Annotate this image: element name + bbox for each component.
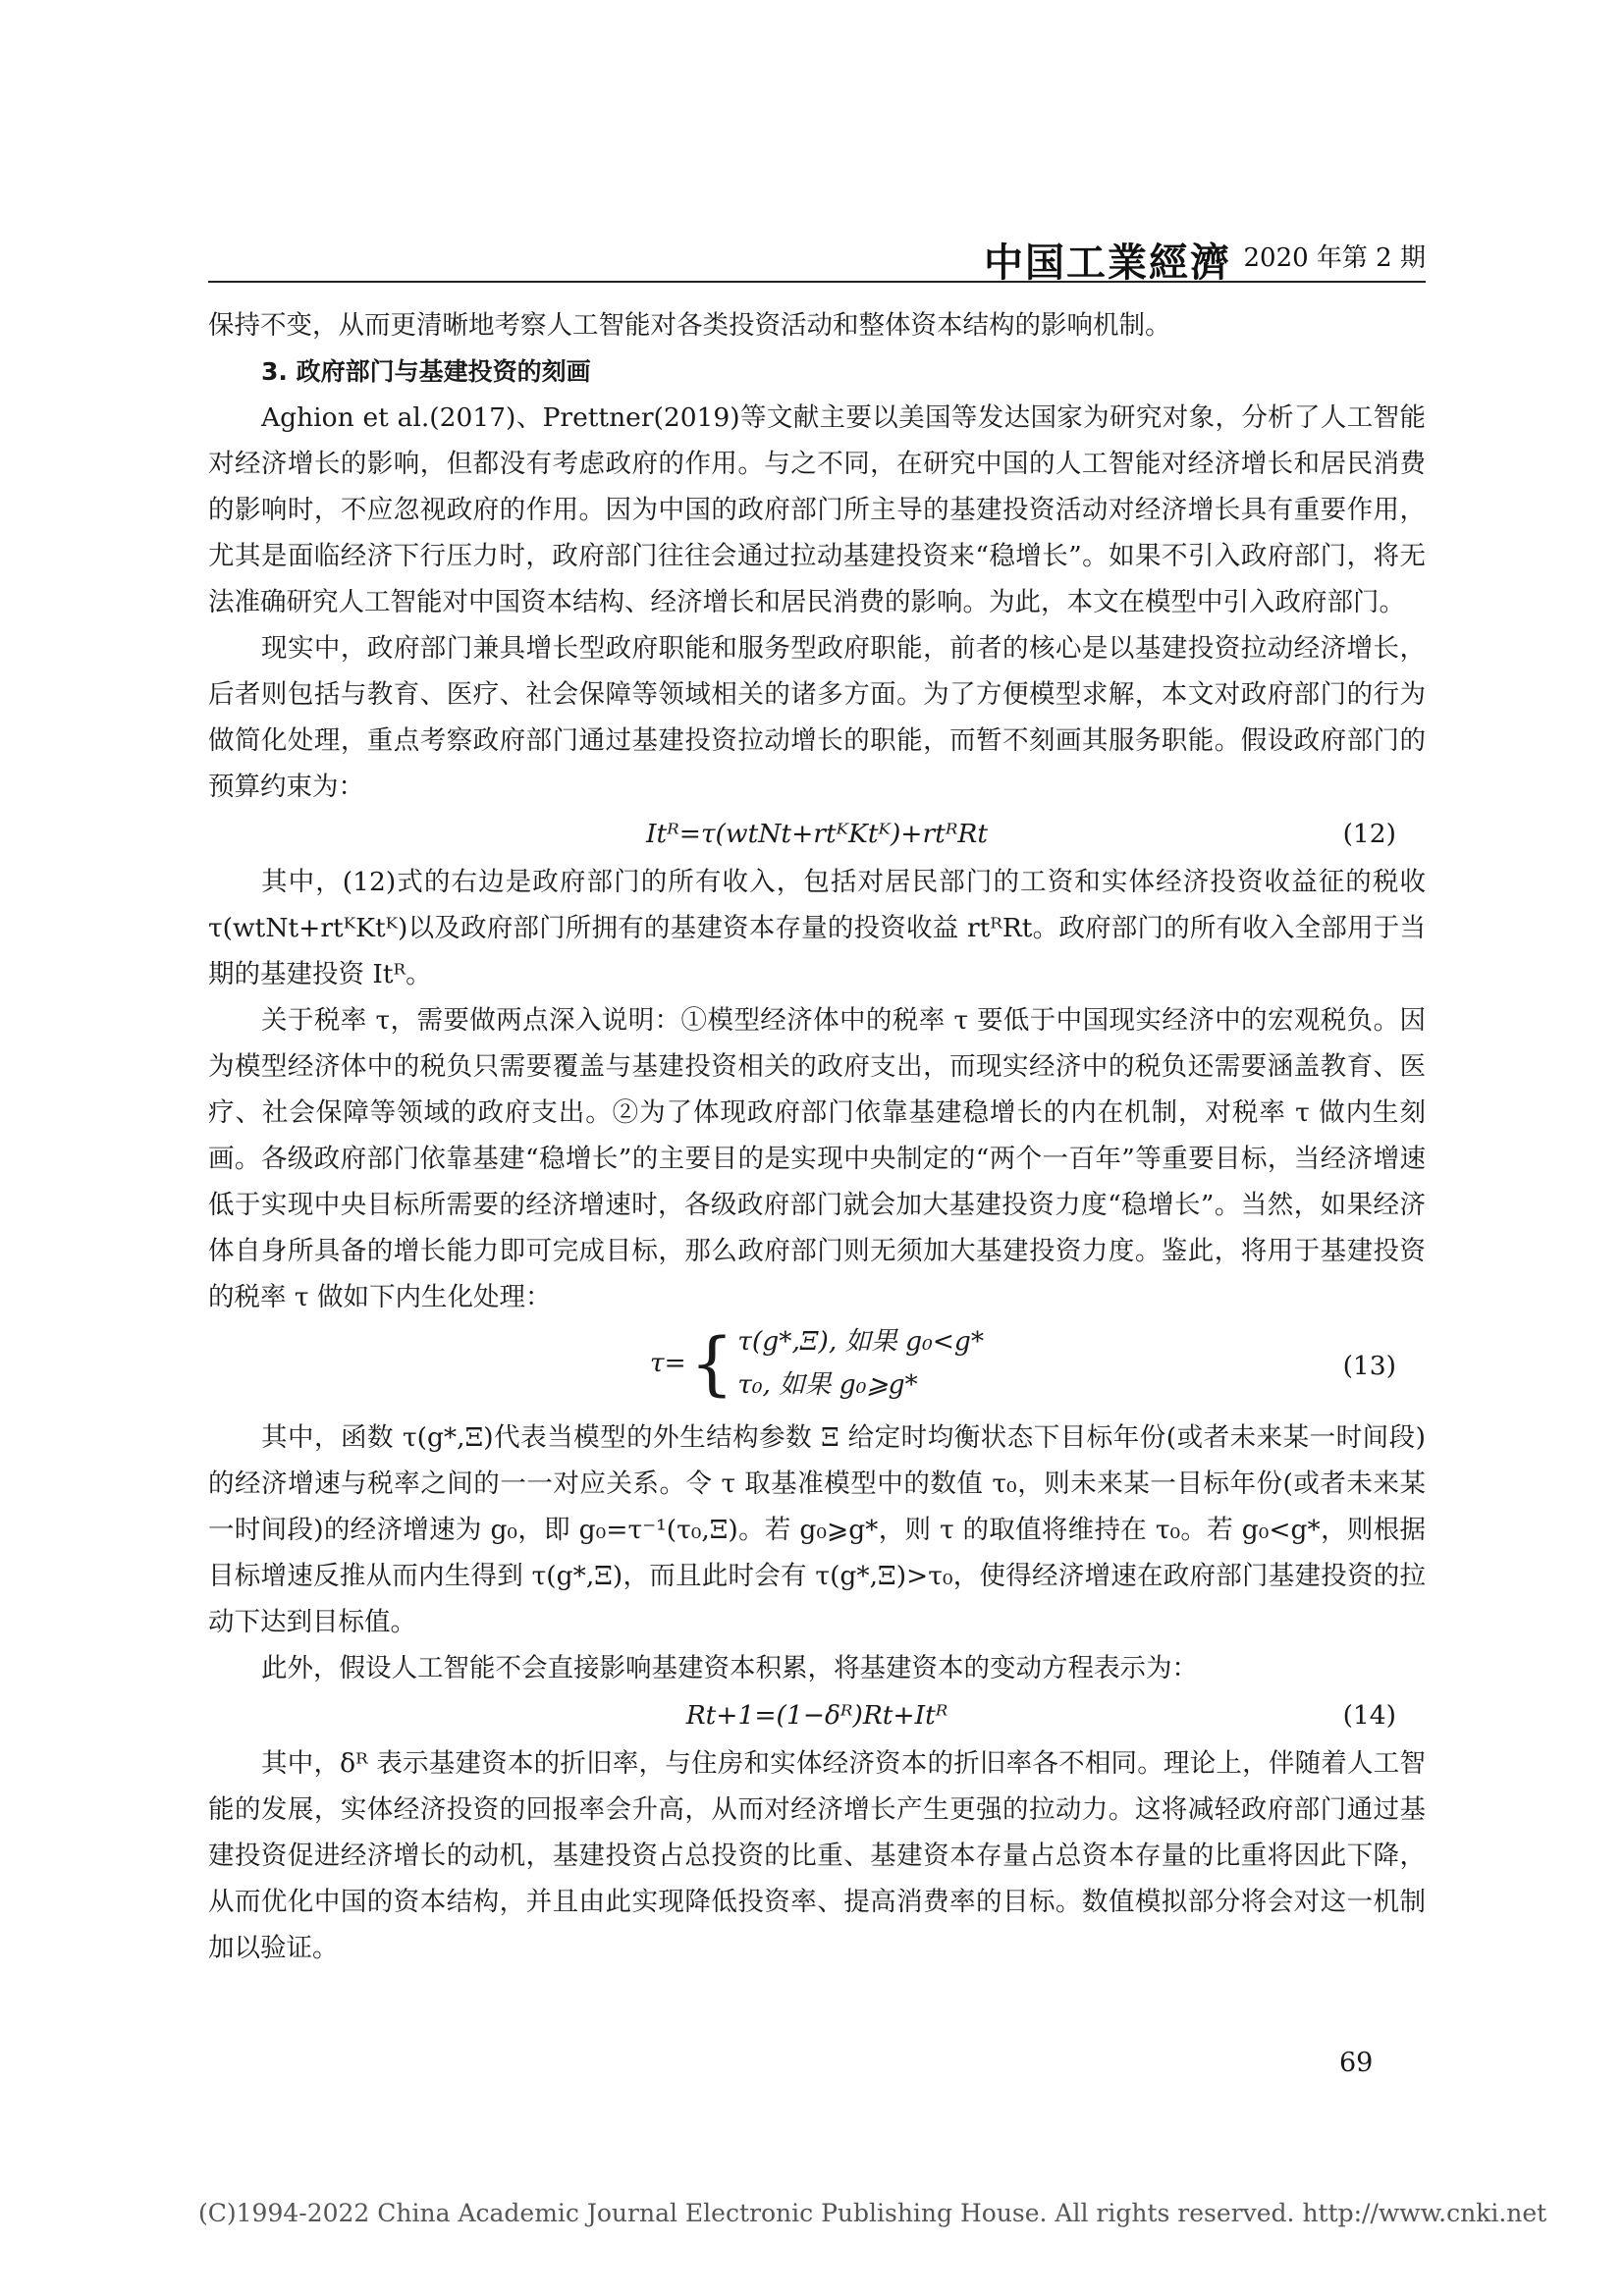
page-number: 69 [1339,2048,1374,2078]
equation-13-case-2: τ₀, 如果 g₀⩾g* [737,1369,918,1400]
equation-14-number: (14) [1342,1700,1396,1731]
journal-name: 中国工業經濟 [984,240,1231,286]
left-brace-icon: { [689,1323,734,1404]
copyright-footer: (C)1994-2022 China Academic Journal Electronic Publishing House. All rights reserved. http://www.cnki.net [198,2199,1547,2227]
equation-12 [208,810,1426,859]
equation-13-lhs: τ= [649,1348,686,1378]
page-header [208,232,1426,286]
paragraph: 关于税率 τ，需要做两点深入说明：①模型经济体中的税率 τ 要低于中国现实经济中的宏观税负。因为模型经济体中的税负只需要覆盖与基建投资相关的政府支出，而现实经济中的税负还需要涵盖教育、医疗、社会保障等领域的政府支出。②为了体现政府部门依靠基建稳增长的内在机制，对税率 τ 做内生刻画。各级政府部门依靠基建“稳增长”的主要目的是实现中央制定的“两个一百年”等重要目标，当经济增速低于实现中央目标所需要的经济增速时，各级政府部门就会加大基建投资力度“稳增长”。当然，如果经济体自身所具备的增长能力即可完成目标，那么政府部门则无须加大基建投资力度。鉴此，将用于基建投资的税率 τ 做如下内生化处理： [208,1005,1426,1312]
equation-13-body [650,1320,984,1407]
equation-13-case-1: τ(g*,Ξ), 如果 g₀<g* [737,1326,985,1357]
section-title: 3. 政府部门与基建投资的刻画 [261,357,591,386]
equation-13 [208,1320,1426,1415]
equation-14-body: Rt+1=(1−δᴿ)Rt+Itᴿ [685,1700,948,1731]
paragraph: 此外，假设人工智能不会直接影响基建资本积累，将基建资本的变动方程表示为： [261,1653,1198,1683]
paragraph: 现实中，政府部门兼具增长型政府职能和服务型政府职能，前者的核心是以基建投资拉动经济增长，后者则包括与教育、医疗、社会保障等领域相关的诸多方面。为了方便模型求解，本文对政府部门的行为做简化处理，重点考察政府部门通过基建投资拉动增长的职能，而暂不刻画其服务职能。假设政府部门的预算约束为： [208,633,1426,802]
paragraph: 其中，(12)式的右边是政府部门的所有收入，包括对居民部门的工资和实体经济投资收益征的税收 τ(wtNt+rtᴷKtᴷ)以及政府部门所拥有的基建资本存量的投资收益 rtᴿRt。政府部门的所有收入全部用于当期的基建投资 Itᴿ。 [208,867,1426,989]
issue-label: 2020 年第 2 期 [1243,243,1426,273]
paragraph: 其中，函数 τ(g*,Ξ)代表当模型的外生结构参数 Ξ 给定时均衡状态下目标年份(或者未来某一时间段)的经济增速与税率之间的一一对应关系。令 τ 取基准模型中的数值 τ₀，则未来某一目标年份(或者未来某一时间段)的经济增速为 g₀，即 g₀=τ⁻¹(τ₀,Ξ)。若 g₀⩾g*，则 τ 的取值将维持在 τ₀。若 g₀<g*，则根据目标增速反推从而内生得到 τ(g*,Ξ)，而且此时会有 τ(g*,Ξ)>τ₀，使得经济增速在政府部门基建投资的拉动下达到目标值。 [208,1422,1426,1637]
paragraph: Aghion et al.(2017)、Prettner(2019)等文献主要以美国等发达国家为研究对象，分析了人工智能对经济增长的影响，但都没有考虑政府的作用。与之不同，在研究中国的人工智能对经济增长和居民消费的影响时，不应忽视政府的作用。因为中国的政府部门所主导的基建投资活动对经济增长具有重要作用，尤其是面临经济下行压力时，政府部门往往会通过拉动基建投资来“稳增长”。如果不引入政府部门，将无法准确研究人工智能对中国资本结构、经济增长和居民消费的影响。为此，本文在模型中引入政府部门。 [208,402,1426,617]
paragraph: 其中，δᴿ 表示基建资本的折旧率，与住房和实体经济资本的折旧率各不相同。理论上，伴随着人工智能的发展，实体经济投资的回报率会升高，从而对经济增长产生更强的拉动力。这将减轻政府部门通过基建投资促进经济增长的动机，基建投资占总投资的比重、基建资本存量占总资本存量的比重将因此下降，从而优化中国的资本结构，并且由此实现降低投资率、提高消费率的目标。数值模拟部分将会对这一机制加以验证。 [208,1748,1426,1963]
equation-13-cases [737,1320,984,1407]
article-body [208,302,1426,1971]
equation-14 [208,1691,1426,1740]
equation-13-number: (13) [1342,1351,1396,1381]
paragraph: 保持不变，从而更清晰地考察人工智能对各类投资活动和整体资本结构的影响机制。 [208,310,1171,341]
equation-12-body: Itᴿ=τ(wtNt+rtᴷKtᴷ)+rtᴿRt [646,819,988,849]
equation-12-number: (12) [1342,819,1396,849]
